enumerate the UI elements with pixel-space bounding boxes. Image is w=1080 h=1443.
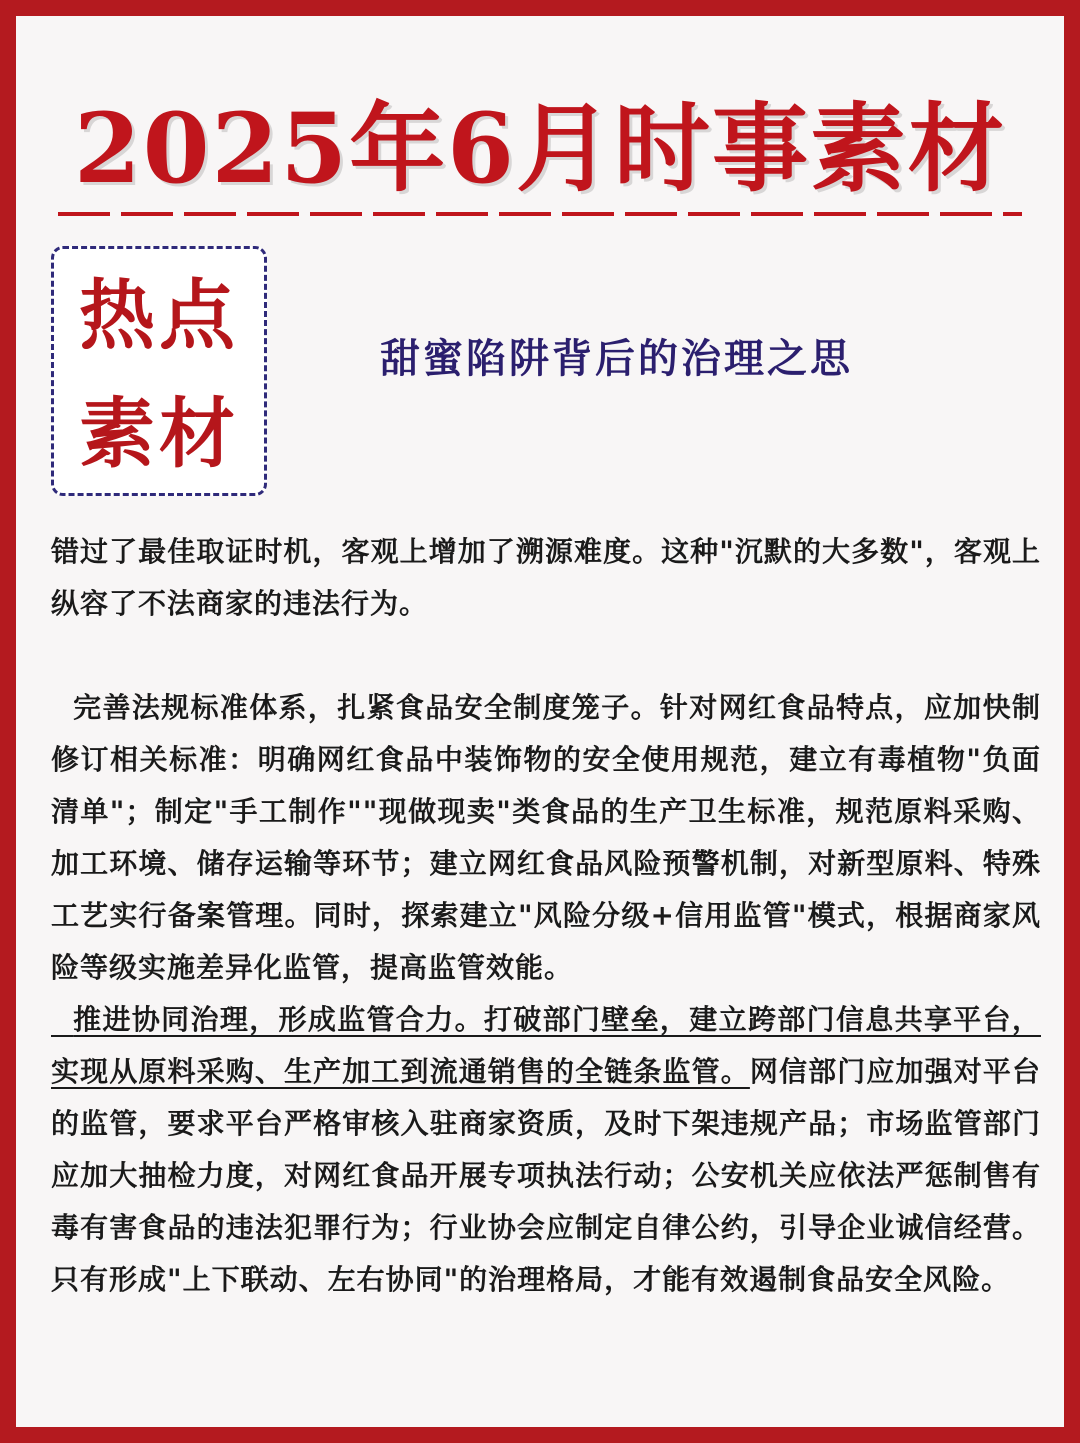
dashed-divider — [58, 212, 1022, 216]
paragraph-gap — [51, 630, 1041, 682]
paragraph-2: 完善法规标准体系，扎紧食品安全制度笼子。针对网红食品特点，应加快制修订相关标准：明确网红食品中装饰物的安全使用规范，建立有毒植物"负面清单"；制定"手工制作""现做现卖"类食品的生产卫生标准，规范原料采购、加工环境、储存运输等环节；建立网红食品风险预警机制，对新型原料、特殊工艺实行备案管理。同时，探索建立"风险分级+信用监管"模式，根据商家风险等级实施差异化监管，提高监管效能。 — [51, 691, 1041, 984]
badge-line-2: 素材 — [79, 389, 239, 478]
page-title: 2025年6月时事素材 — [74, 92, 1006, 205]
hot-material-badge — [51, 246, 267, 496]
paragraph-3 — [51, 994, 1041, 1306]
badge-line-1: 热点 — [79, 271, 239, 360]
topic-subtitle: 甜蜜陷阱背后的治理之思 — [380, 335, 853, 382]
page-frame — [16, 16, 1064, 1427]
paragraph-3-underlined: 推进协同治理，形成监管合力。打破部门壁垒，建立跨部门信息共享平台，实现从原料采购、生产加工到流通销售的全链条监管。 — [51, 1003, 1041, 1088]
article-body — [51, 526, 1041, 1306]
paragraph-3-rest: 网信部门应加强对平台的监管，要求平台严格审核入驻商家资质，及时下架违规产品；市场监管部门应加大抽检力度，对网红食品开展专项执法行动；公安机关应依法严惩制售有毒有害食品的违法犯罪行为；行业协会应制定自律公约，引导企业诚信经营。只有形成"上下联动、左右协同"的治理格局，才能有效遏制食品安全风险。 — [51, 1055, 1041, 1296]
paragraph-1: 错过了最佳取证时机，客观上增加了溯源难度。这种"沉默的大多数"，客观上纵容了不法商家的违法行为。 — [51, 535, 1041, 620]
